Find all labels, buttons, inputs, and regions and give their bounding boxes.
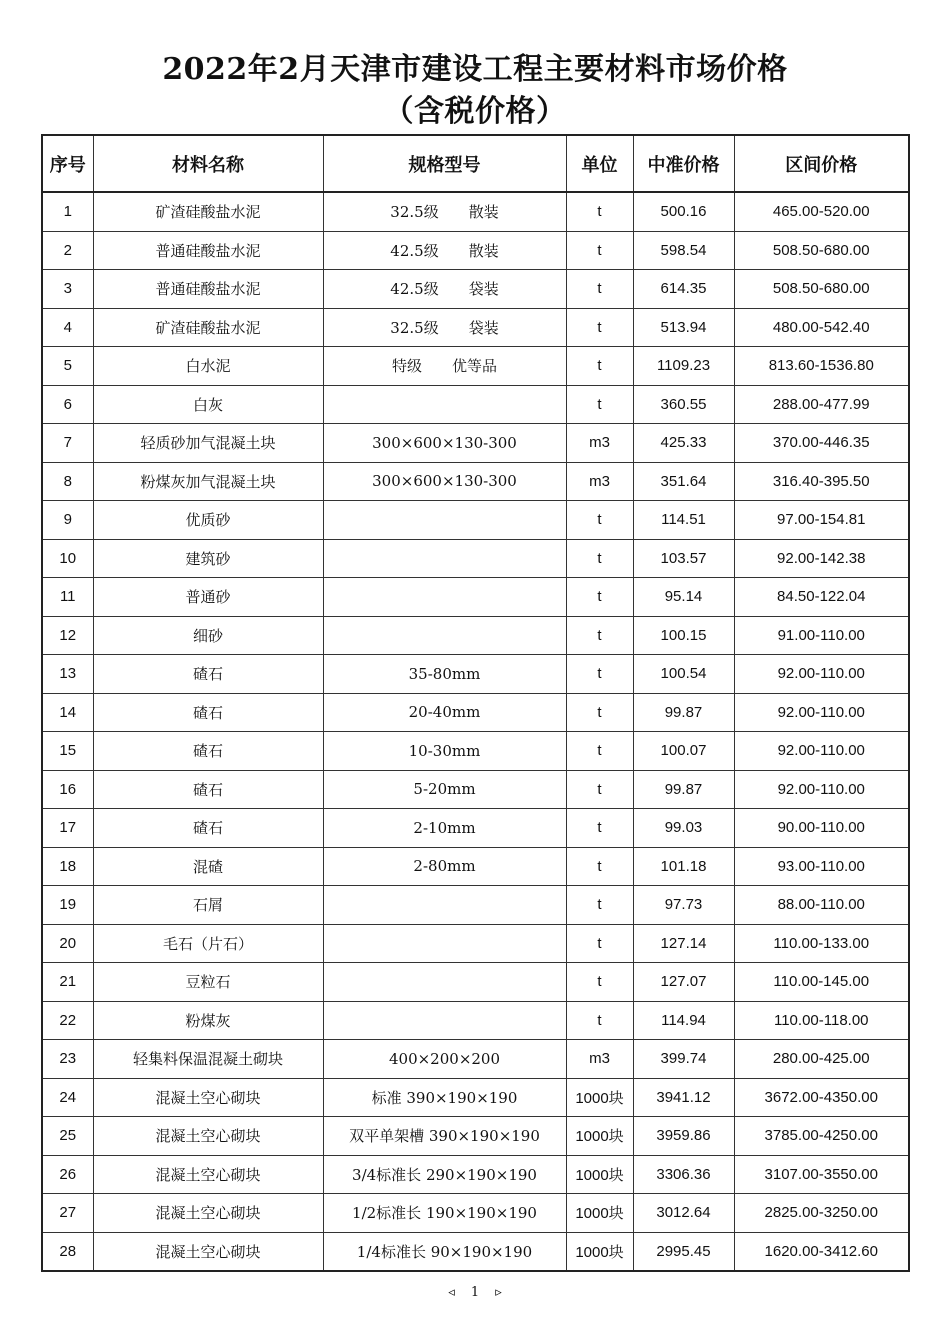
cell-unit: t xyxy=(566,655,633,694)
cell-index: 28 xyxy=(42,1232,93,1271)
cell-index: 4 xyxy=(42,308,93,347)
cell-median-price: 3959.86 xyxy=(633,1117,734,1156)
cell-price-range: 92.00-110.00 xyxy=(734,732,909,771)
cell-index: 2 xyxy=(42,231,93,270)
cell-unit: t xyxy=(566,847,633,886)
cell-specification: 35-80mm xyxy=(323,655,566,694)
cell-specification: 3/4标准长 290×190×190 xyxy=(323,1155,566,1194)
table-row xyxy=(42,693,909,732)
cell-specification: 42.5级 袋装 xyxy=(323,270,566,309)
cell-material-name: 混凝土空心砌块 xyxy=(93,1155,323,1194)
cell-specification: 400×200×200 xyxy=(323,1040,566,1079)
table-row xyxy=(42,501,909,540)
cell-unit: t xyxy=(566,616,633,655)
cell-price-range: 508.50-680.00 xyxy=(734,231,909,270)
cell-median-price: 99.03 xyxy=(633,809,734,848)
cell-unit: t xyxy=(566,501,633,540)
cell-index: 25 xyxy=(42,1117,93,1156)
cell-specification: 双平单架槽 390×190×190 xyxy=(323,1117,566,1156)
cell-median-price: 100.07 xyxy=(633,732,734,771)
table-row xyxy=(42,270,909,309)
cell-unit: t xyxy=(566,963,633,1002)
cell-median-price: 3306.36 xyxy=(633,1155,734,1194)
cell-index: 23 xyxy=(42,1040,93,1079)
cell-specification xyxy=(323,924,566,963)
header-median-price: 中准价格 xyxy=(633,135,734,192)
cell-specification xyxy=(323,963,566,1002)
cell-unit: 1000块 xyxy=(566,1078,633,1117)
cell-median-price: 127.07 xyxy=(633,963,734,1002)
cell-material-name: 石屑 xyxy=(93,886,323,925)
cell-unit: t xyxy=(566,886,633,925)
cell-specification: 标准 390×190×190 xyxy=(323,1078,566,1117)
cell-specification: 1/4标准长 90×190×190 xyxy=(323,1232,566,1271)
table-row xyxy=(42,770,909,809)
cell-median-price: 513.94 xyxy=(633,308,734,347)
cell-median-price: 598.54 xyxy=(633,231,734,270)
cell-price-range: 110.00-145.00 xyxy=(734,963,909,1002)
table-row xyxy=(42,1194,909,1233)
header-specification: 规格型号 xyxy=(323,135,566,192)
cell-median-price: 99.87 xyxy=(633,770,734,809)
cell-material-name: 矿渣硅酸盐水泥 xyxy=(93,308,323,347)
header-unit: 单位 xyxy=(566,135,633,192)
cell-specification xyxy=(323,501,566,540)
cell-median-price: 99.87 xyxy=(633,693,734,732)
table-row xyxy=(42,385,909,424)
cell-unit: t xyxy=(566,192,633,231)
cell-index: 11 xyxy=(42,578,93,617)
table-row xyxy=(42,1117,909,1156)
cell-specification xyxy=(323,1001,566,1040)
cell-material-name: 混凝土空心砌块 xyxy=(93,1232,323,1271)
cell-index: 1 xyxy=(42,192,93,231)
cell-material-name: 轻质砂加气混凝土块 xyxy=(93,424,323,463)
table-row xyxy=(42,347,909,386)
table-row xyxy=(42,886,909,925)
table-row xyxy=(42,231,909,270)
cell-price-range: 370.00-446.35 xyxy=(734,424,909,463)
cell-median-price: 114.51 xyxy=(633,501,734,540)
cell-material-name: 轻集料保温混凝土砌块 xyxy=(93,1040,323,1079)
cell-material-name: 粉煤灰加气混凝土块 xyxy=(93,462,323,501)
cell-material-name: 碴石 xyxy=(93,655,323,694)
cell-material-name: 混凝土空心砌块 xyxy=(93,1078,323,1117)
table-row xyxy=(42,539,909,578)
prev-page-icon: ◃ xyxy=(448,1285,455,1300)
cell-index: 9 xyxy=(42,501,93,540)
cell-price-range: 110.00-133.00 xyxy=(734,924,909,963)
table-row xyxy=(42,1001,909,1040)
cell-material-name: 混碴 xyxy=(93,847,323,886)
cell-specification: 300×600×130-300 xyxy=(323,424,566,463)
cell-index: 19 xyxy=(42,886,93,925)
cell-index: 8 xyxy=(42,462,93,501)
cell-median-price: 399.74 xyxy=(633,1040,734,1079)
cell-median-price: 1109.23 xyxy=(633,347,734,386)
header-price-range: 区间价格 xyxy=(734,135,909,192)
page-subtitle: （含税价格） xyxy=(383,94,567,129)
cell-unit: m3 xyxy=(566,424,633,463)
table-body xyxy=(42,192,909,1271)
cell-price-range: 92.00-110.00 xyxy=(734,693,909,732)
cell-material-name: 普通硅酸盐水泥 xyxy=(93,231,323,270)
cell-index: 10 xyxy=(42,539,93,578)
cell-specification: 10-30mm xyxy=(323,732,566,771)
cell-material-name: 粉煤灰 xyxy=(93,1001,323,1040)
cell-price-range: 110.00-118.00 xyxy=(734,1001,909,1040)
cell-price-range: 91.00-110.00 xyxy=(734,616,909,655)
cell-unit: t xyxy=(566,693,633,732)
cell-index: 7 xyxy=(42,424,93,463)
cell-specification: 特级 优等品 xyxy=(323,347,566,386)
page-footer xyxy=(0,1285,950,1300)
page-number: 1 xyxy=(470,1285,480,1300)
cell-unit: t xyxy=(566,347,633,386)
table-row xyxy=(42,1232,909,1271)
cell-material-name: 碴石 xyxy=(93,770,323,809)
cell-material-name: 白灰 xyxy=(93,385,323,424)
cell-index: 26 xyxy=(42,1155,93,1194)
cell-unit: 1000块 xyxy=(566,1155,633,1194)
cell-median-price: 614.35 xyxy=(633,270,734,309)
cell-index: 18 xyxy=(42,847,93,886)
table-row xyxy=(42,924,909,963)
cell-median-price: 95.14 xyxy=(633,578,734,617)
cell-index: 13 xyxy=(42,655,93,694)
cell-index: 22 xyxy=(42,1001,93,1040)
table-row xyxy=(42,1078,909,1117)
cell-unit: 1000块 xyxy=(566,1117,633,1156)
cell-median-price: 360.55 xyxy=(633,385,734,424)
cell-index: 17 xyxy=(42,809,93,848)
cell-price-range: 3785.00-4250.00 xyxy=(734,1117,909,1156)
cell-index: 14 xyxy=(42,693,93,732)
cell-specification: 300×600×130-300 xyxy=(323,462,566,501)
cell-specification: 2-10mm xyxy=(323,809,566,848)
cell-material-name: 矿渣硅酸盐水泥 xyxy=(93,192,323,231)
table-row xyxy=(42,578,909,617)
cell-price-range: 92.00-110.00 xyxy=(734,655,909,694)
header-index: 序号 xyxy=(42,135,93,192)
cell-unit: 1000块 xyxy=(566,1232,633,1271)
cell-price-range: 1620.00-3412.60 xyxy=(734,1232,909,1271)
cell-material-name: 碴石 xyxy=(93,693,323,732)
cell-price-range: 288.00-477.99 xyxy=(734,385,909,424)
cell-specification xyxy=(323,578,566,617)
cell-price-range: 93.00-110.00 xyxy=(734,847,909,886)
cell-unit: t xyxy=(566,1001,633,1040)
cell-median-price: 3941.12 xyxy=(633,1078,734,1117)
cell-unit: t xyxy=(566,770,633,809)
cell-index: 24 xyxy=(42,1078,93,1117)
cell-specification: 2-80mm xyxy=(323,847,566,886)
cell-price-range: 92.00-110.00 xyxy=(734,770,909,809)
cell-price-range: 84.50-122.04 xyxy=(734,578,909,617)
cell-index: 21 xyxy=(42,963,93,1002)
next-page-icon: ▹ xyxy=(495,1285,502,1300)
cell-median-price: 114.94 xyxy=(633,1001,734,1040)
cell-median-price: 127.14 xyxy=(633,924,734,963)
cell-price-range: 97.00-154.81 xyxy=(734,501,909,540)
cell-material-name: 混凝土空心砌块 xyxy=(93,1117,323,1156)
page-title: 2022年2月天津市建设工程主要材料市场价格 xyxy=(162,52,788,87)
cell-material-name: 优质砂 xyxy=(93,501,323,540)
cell-median-price: 3012.64 xyxy=(633,1194,734,1233)
cell-median-price: 101.18 xyxy=(633,847,734,886)
cell-material-name: 碴石 xyxy=(93,732,323,771)
cell-specification: 32.5级 散装 xyxy=(323,192,566,231)
cell-index: 15 xyxy=(42,732,93,771)
cell-price-range: 92.00-142.38 xyxy=(734,539,909,578)
cell-median-price: 425.33 xyxy=(633,424,734,463)
cell-median-price: 2995.45 xyxy=(633,1232,734,1271)
cell-material-name: 建筑砂 xyxy=(93,539,323,578)
table-row xyxy=(42,732,909,771)
cell-specification: 5-20mm xyxy=(323,770,566,809)
cell-unit: t xyxy=(566,539,633,578)
table-row xyxy=(42,308,909,347)
cell-material-name: 混凝土空心砌块 xyxy=(93,1194,323,1233)
cell-material-name: 豆粒石 xyxy=(93,963,323,1002)
cell-price-range: 90.00-110.00 xyxy=(734,809,909,848)
cell-unit: 1000块 xyxy=(566,1194,633,1233)
cell-price-range: 280.00-425.00 xyxy=(734,1040,909,1079)
cell-price-range: 88.00-110.00 xyxy=(734,886,909,925)
cell-price-range: 3107.00-3550.00 xyxy=(734,1155,909,1194)
cell-median-price: 103.57 xyxy=(633,539,734,578)
cell-specification xyxy=(323,385,566,424)
cell-specification: 32.5级 袋装 xyxy=(323,308,566,347)
table-row xyxy=(42,424,909,463)
cell-unit: t xyxy=(566,732,633,771)
cell-index: 27 xyxy=(42,1194,93,1233)
cell-median-price: 351.64 xyxy=(633,462,734,501)
cell-specification xyxy=(323,616,566,655)
cell-price-range: 813.60-1536.80 xyxy=(734,347,909,386)
cell-unit: m3 xyxy=(566,1040,633,1079)
cell-material-name: 细砂 xyxy=(93,616,323,655)
cell-median-price: 100.54 xyxy=(633,655,734,694)
cell-unit: t xyxy=(566,924,633,963)
cell-material-name: 普通砂 xyxy=(93,578,323,617)
cell-unit: m3 xyxy=(566,462,633,501)
cell-price-range: 480.00-542.40 xyxy=(734,308,909,347)
table-row xyxy=(42,963,909,1002)
cell-unit: t xyxy=(566,385,633,424)
cell-unit: t xyxy=(566,231,633,270)
cell-specification: 20-40mm xyxy=(323,693,566,732)
table-row xyxy=(42,847,909,886)
cell-price-range: 465.00-520.00 xyxy=(734,192,909,231)
cell-median-price: 500.16 xyxy=(633,192,734,231)
cell-price-range: 508.50-680.00 xyxy=(734,270,909,309)
header-material-name: 材料名称 xyxy=(93,135,323,192)
cell-specification: 1/2标准长 190×190×190 xyxy=(323,1194,566,1233)
cell-index: 16 xyxy=(42,770,93,809)
cell-unit: t xyxy=(566,270,633,309)
cell-material-name: 碴石 xyxy=(93,809,323,848)
cell-price-range: 2825.00-3250.00 xyxy=(734,1194,909,1233)
table-row xyxy=(42,1155,909,1194)
cell-median-price: 100.15 xyxy=(633,616,734,655)
cell-index: 20 xyxy=(42,924,93,963)
cell-price-range: 316.40-395.50 xyxy=(734,462,909,501)
cell-material-name: 毛石（片石） xyxy=(93,924,323,963)
table-header-row xyxy=(42,135,909,192)
table-row xyxy=(42,809,909,848)
cell-unit: t xyxy=(566,308,633,347)
cell-material-name: 白水泥 xyxy=(93,347,323,386)
table-row xyxy=(42,616,909,655)
table-row xyxy=(42,655,909,694)
cell-index: 3 xyxy=(42,270,93,309)
cell-unit: t xyxy=(566,578,633,617)
cell-price-range: 3672.00-4350.00 xyxy=(734,1078,909,1117)
cell-specification: 42.5级 散装 xyxy=(323,231,566,270)
cell-material-name: 普通硅酸盐水泥 xyxy=(93,270,323,309)
cell-specification xyxy=(323,886,566,925)
cell-index: 5 xyxy=(42,347,93,386)
cell-unit: t xyxy=(566,809,633,848)
table-row xyxy=(42,192,909,231)
price-table xyxy=(41,134,910,1272)
table-row xyxy=(42,1040,909,1079)
cell-median-price: 97.73 xyxy=(633,886,734,925)
cell-index: 6 xyxy=(42,385,93,424)
cell-specification xyxy=(323,539,566,578)
cell-index: 12 xyxy=(42,616,93,655)
table-row xyxy=(42,462,909,501)
